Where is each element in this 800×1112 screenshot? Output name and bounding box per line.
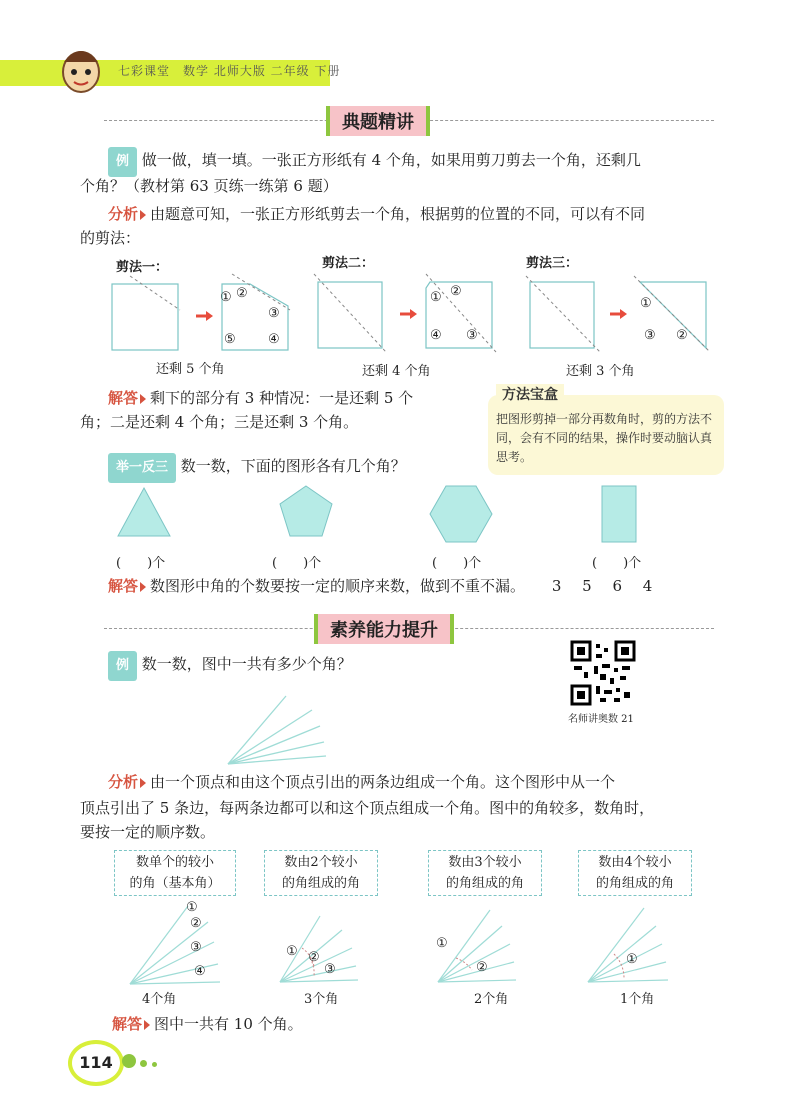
answer-label: 解答 (112, 1015, 143, 1033)
analysis-1-line2: 的剪法： (80, 229, 141, 247)
mark: ① (640, 296, 652, 311)
page-number: 114 (68, 1040, 124, 1086)
blank-2: ( )个 (272, 556, 322, 571)
qr-code-icon[interactable] (570, 640, 636, 706)
answer-label: 解答 (108, 577, 139, 595)
mark: ① (430, 290, 442, 305)
practice-question-text: 数一数，下面的图形各有几个角？ (180, 457, 406, 475)
answer-label: 解答 (108, 389, 139, 407)
shapes-row (100, 482, 700, 552)
group-box-3: 数由3个较小 的角组成的角 (428, 850, 542, 896)
group-count-2: 3个角 (304, 992, 339, 1007)
answer-value: 3 (551, 577, 562, 595)
footer-dot (152, 1062, 157, 1067)
analysis-2 (108, 768, 728, 796)
mark: ③ (466, 328, 478, 343)
footer-dot (140, 1060, 147, 1067)
tip-text: 把图形剪掉一部分再数角时，剪的方法不同，会有不同的结果，操作时要动脑认真思考。 (496, 412, 713, 464)
analysis-label: 分析 (108, 205, 139, 223)
mark: ① (220, 290, 232, 305)
practice-question (108, 452, 406, 483)
pentagon-shape (280, 486, 332, 536)
answer-1-line1: 剩下的部分有 3 种情况：一是还剩 5 个 (150, 389, 414, 407)
mark: ② (236, 286, 248, 301)
blank-1: ( )个 (116, 556, 166, 571)
answer-value: 6 (612, 577, 623, 595)
mark: ① (186, 900, 198, 915)
mark: ① (626, 952, 638, 967)
mark: ① (286, 944, 298, 959)
section-title-1: 典题精讲 (326, 106, 430, 136)
example-tag: 例 (108, 147, 137, 177)
example1-question-line2: 个角？（教材第 63 页练一练第 6 题） (80, 177, 338, 195)
mark: ③ (324, 962, 336, 977)
section-title-2: 素养能力提升 (314, 614, 454, 644)
method1-result: 还剩 5 个角 (156, 362, 225, 377)
practice-tag: 举一反三 (108, 453, 176, 483)
example2-question-text: 数一数，图中一共有多少个角？ (141, 655, 352, 673)
qr-caption: 名师讲奥数 21 (568, 714, 634, 725)
mark: ③ (190, 940, 202, 955)
triangle-marker-icon (140, 394, 146, 404)
mark: ③ (644, 328, 656, 343)
method1-title: 剪法一： (116, 260, 169, 275)
answer-2 (112, 1010, 303, 1038)
triangle-marker-icon (140, 582, 146, 592)
answer-value: 5 (582, 577, 592, 595)
analysis-1-line1: 由题意可知，一张正方形纸剪去一个角，根据剪的位置的不同，可以有不同 (150, 205, 646, 223)
triangle-marker-icon (144, 1020, 150, 1030)
mark: ② (450, 284, 462, 299)
blank-4: ( )个 (592, 556, 642, 571)
tip-title: 方法宝盒 (496, 384, 564, 404)
analysis-1 (108, 200, 728, 228)
answer-value: 4 (642, 577, 653, 595)
angle-fan-figure (220, 690, 340, 770)
method3-result: 还剩 3 个角 (566, 364, 635, 379)
example2-question (108, 650, 352, 681)
mark: ④ (194, 964, 206, 979)
mark: ③ (268, 306, 280, 321)
analysis-2-line2: 顶点引出了 5 条边，每两条边都可以和这个顶点组成一个角。图中的角较多，数角时， (80, 799, 655, 817)
answer-1-line2: 角；二是还剩 4 个角；三是还剩 3 个角。 (80, 413, 359, 431)
mark: ② (190, 916, 202, 931)
mark: ② (308, 950, 320, 965)
group-count-3: 2个角 (474, 992, 509, 1007)
triangle-shape (118, 488, 170, 536)
mascot-icon (58, 40, 104, 96)
answer-2-text: 图中一共有 10 个角。 (154, 1015, 303, 1033)
mark: ④ (430, 328, 442, 343)
mark: ② (476, 960, 488, 975)
group-box-4: 数由4个较小 的角组成的角 (578, 850, 692, 896)
method2-result: 还剩 4 个角 (362, 364, 431, 379)
triangle-marker-icon (140, 210, 146, 220)
cut-diagrams (100, 270, 740, 360)
group-count-1: 4个角 (142, 992, 177, 1007)
practice-answer-text: 数图形中角的个数要按一定的顺序来数，做到不重不漏。 (150, 577, 526, 595)
rectangle-shape (602, 486, 636, 542)
analysis-label: 分析 (108, 773, 139, 791)
blank-3: ( )个 (432, 556, 482, 571)
mark: ② (676, 328, 688, 343)
analysis-2-line1: 由一个顶点和由这个顶点引出的两条边组成一个角。这个图形中从一个 (150, 773, 616, 791)
method3-title: 剪法三： (526, 256, 579, 271)
practice-answer (108, 572, 728, 600)
hexagon-shape (430, 486, 492, 542)
footer-dot (122, 1054, 136, 1068)
analysis-2-line3: 要按一定的顺序数。 (80, 823, 216, 841)
header-text: 七彩课堂 数学 北师大版 二年级 下册 (118, 64, 341, 78)
mark: ④ (268, 332, 280, 347)
example1-question-line1: 做一做，填一填。一张正方形纸有 4 个角，如果用剪刀剪去一个角，还剩几 (141, 151, 641, 169)
group-box-1: 数单个的较小 的角（基本角） (114, 850, 236, 896)
group-count-4: 1个角 (620, 992, 655, 1007)
group-box-2: 数由2个较小 的角组成的角 (264, 850, 378, 896)
method2-title: 剪法二： (322, 256, 375, 271)
mark: ⑤ (224, 332, 236, 347)
mark: ① (436, 936, 448, 951)
example-tag: 例 (108, 651, 137, 681)
triangle-marker-icon (140, 778, 146, 788)
